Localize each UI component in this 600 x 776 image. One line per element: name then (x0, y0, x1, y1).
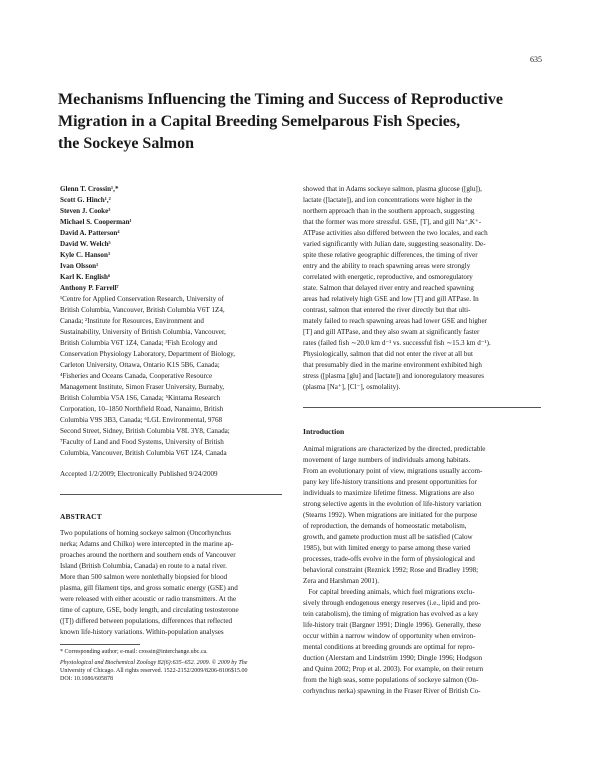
abstract-line: mately failed to reach spawning areas had lower GSE and higher (303, 317, 487, 325)
author-name: Karl K. English⁶ (60, 273, 111, 281)
intro-line: strong selective agents in the evolution of life-history variation (303, 500, 482, 508)
intro-line: (Stearns 1992). When migrations are initiated for the purpose (303, 511, 478, 519)
intro-line: processes, trade-offs evolve in the form of physiological and (303, 555, 475, 563)
intro-line: pany key life-history transitions and present opportunities for (303, 478, 477, 486)
affiliation-line: ⁴Fisheries and Oceans Canada, Cooperative Resource (60, 372, 213, 380)
intro-line: from the high seas, some populations of sockeye salmon (On- (303, 676, 479, 684)
abstract-line: state. Salmon that delayed river entry and reached spawning (303, 284, 474, 292)
abstract-line: were released with either acoustic or radio transmitters. At the (60, 595, 237, 603)
affiliation-line: Carleton University, Ottawa, Ontario K1S 5B6, Canada; (60, 361, 220, 369)
abstract-line: Physiologically, salmon that did not enter the river at all but (303, 350, 473, 358)
abstract-line: entry and the ability to reach spawning areas were strongly (303, 262, 471, 270)
author-name: Scott G. Hinch¹,² (60, 196, 111, 204)
author-name: Michael S. Cooperman¹ (60, 218, 132, 226)
intro-line: mental conditions at breeding grounds are optimal for repro- (303, 643, 475, 651)
right-column (303, 184, 541, 697)
author-name: Ivan Olsson¹ (60, 262, 99, 270)
abstract-text (60, 528, 282, 638)
affiliation-line: Columbia, Vancouver, British Columbia V6T 1Z4, Canada (60, 449, 227, 457)
abstract-line: stress ([plasma [glu] and [lactate]) and ionoregulatory measures (303, 372, 485, 380)
affiliation-line: Canada; ²Institute for Resources, Environment and (60, 317, 204, 325)
intro-line: growth, and gamete production must all be satisfied (Calow (303, 533, 473, 541)
abstract-line: time of capture, GSE, body length, and circulating testosterone (60, 606, 239, 614)
abstract-line: ([T]) differed between populations, differences that reflected (60, 617, 233, 625)
abstract-heading: ABSTRACT (60, 512, 102, 521)
title-line: the Sockeye Salmon (58, 135, 194, 152)
affiliations (60, 294, 282, 459)
abstract-line: ATPase activities also differed between the two locales, and each (303, 229, 488, 237)
intro-line: Animal migrations are characterized by the directed, predictable (303, 445, 486, 453)
affiliation-line: Corporation, 10–1850 Northfield Road, Nanaimo, British (60, 405, 224, 413)
intro-line: individuals to maximize lifetime fitness. Migrations are also (303, 489, 475, 497)
intro-line: 1985), but with limited energy to parse among these varied (303, 544, 471, 552)
abstract-line: (plasma [Na⁺], [Cl⁻], osmolality). (303, 383, 401, 391)
affiliation-line: ⁷Faculty of Land and Food Systems, University of British (60, 438, 224, 446)
abstract-line: plasma, gill filament tips, and gross somatic energy (GSE) and (60, 584, 238, 592)
affiliation-line: Columbia V9S 3B3, Canada; ⁶LGL Environmental, 9768 (60, 416, 223, 424)
intro-line: movement of large numbers of individuals among habitats. (303, 456, 471, 464)
author-name: Kyle C. Hanson³ (60, 251, 111, 259)
intro-line: of reproduction, the demands of homeostatic metabolism, (303, 522, 467, 530)
affiliation-line: Sustainability, University of British Columbia, Vancouver, (60, 328, 226, 336)
author-name: David W. Welch⁵ (60, 240, 111, 248)
abstract-line: areas had relatively high GSE and low [T] and gill ATPase. In (303, 295, 479, 303)
abstract-line: proaches around the northern and southern ends of Vancouver (60, 551, 236, 559)
abstract-line: correlated with energetic, reproductive, and osmoregulatory (303, 273, 473, 281)
abstract-line: Island (British Columbia, Canada) en route to a natal river. (60, 562, 227, 570)
section-divider (303, 407, 541, 408)
abstract-line: northern approach than in the southern approach, suggesting (303, 207, 475, 215)
author-list (60, 184, 282, 294)
abstract-line: lactate ([lactate]), and ion concentrations were higher in the (303, 196, 473, 204)
abstract-continued (303, 184, 541, 393)
intro-line: sively through endogenous energy reserves (i.e., lipid and pro- (303, 599, 481, 607)
abstract-line: varied significantly with Julian date, suggesting seasonality. De- (303, 240, 486, 248)
abstract-line: that presumably died in the marine environment exhibited high (303, 361, 482, 369)
footnote-divider (60, 644, 140, 645)
abstract-line: spite these relative geographic differences, the timing of river (303, 251, 478, 259)
author-name: David A. Patterson⁴ (60, 229, 120, 237)
intro-line: behavioral constraint (Reznick 1992; Rose and Bradley 1998; (303, 566, 479, 574)
abstract-line: known life-history variations. Within-population analyses (60, 628, 224, 636)
intro-line: duction (Alerstam and Lindström 1990; Dingle 1996; Hodgson (303, 654, 483, 662)
abstract-line: showed that in Adams sockeye salmon, plasma glucose ([glu]), (303, 185, 482, 193)
intro-line: corhynchus nerka) spawning in the Fraser River of British Co- (303, 687, 481, 695)
author-name: Steven J. Cooke³ (60, 207, 111, 215)
affiliation-line: Second Street, Sidney, British Columbia V8L 3Y8, Canada; (60, 427, 230, 435)
affiliation-line: Conservation Physiology Laboratory, Department of Biology, (60, 350, 236, 358)
left-column (60, 184, 282, 683)
introduction-text (303, 444, 541, 697)
citation-line: Physiological and Biochemical Zoology 82(6):635–652. 2009. © 2009 by The (60, 660, 248, 666)
received-dates: Accepted 1/2/2009; Electronically Published 9/24/2009 (60, 470, 218, 478)
citation-line: DOI: 10.1086/605878 (60, 676, 113, 682)
introduction-heading: Introduction (303, 427, 345, 436)
affiliation-line: British Columbia V5A 1S6, Canada; ⁵Kintama Research (60, 394, 221, 402)
abstract-line: More than 500 salmon were nonlethally biopsied for blood (60, 573, 228, 581)
abstract-line: contrast, salmon that entered the river directly but that ulti- (303, 306, 471, 314)
title-line: Migration in a Capital Breeding Semelparous Fish Species, (58, 113, 461, 130)
journal-citation (60, 659, 282, 683)
affiliation-line: Management Institute, Simon Fraser University, Burnaby, (60, 383, 225, 391)
abstract-line: that the former was more stressful. GSE, [T], and gill Na⁺,K⁺- (303, 218, 482, 226)
abstract-line: nerka; Adams and Chilko) were intercepted in the marine ap- (60, 540, 234, 548)
intro-line: and Quinn 2002; Prop et al. 2003). For example, on their return (303, 665, 484, 673)
title-line: Mechanisms Influencing the Timing and Success of Reproductive (58, 91, 503, 108)
intro-line: From an evolutionary point of view, migrations usually accom- (303, 467, 483, 475)
affiliation-line: British Columbia, Vancouver, British Columbia V6T 1Z4, (60, 306, 225, 314)
intro-line: For capital breeding animals, which fuel migrations exclu- (303, 588, 475, 596)
abstract-line: [T] and gill ATPase, and they also swam at significantly faster (303, 328, 480, 336)
abstract-line: rates (failed fish ∼20.0 km d⁻¹ vs. successful fish ∼15.3 km d⁻¹). (303, 339, 491, 347)
abstract-line: Two populations of homing sockeye salmon (Oncorhynchus (60, 529, 231, 537)
intro-line: life-history trait (Bargner 1991; Dingle 1996). Generally, these (303, 621, 482, 629)
section-divider (60, 494, 282, 495)
footnote-corresponding: * Corresponding author; e-mail: crossin@interchange.ubc.ca. (60, 649, 208, 655)
intro-line: tein catabolism), the timing of migration has evolved as a key (303, 610, 479, 618)
page-number: 635 (530, 55, 542, 64)
citation-line: University of Chicago. All rights reserved. 1522-2152/2009/8206-8106$15.00 (60, 668, 248, 674)
article-title (58, 89, 528, 155)
intro-line: occur within a narrow window of opportunity when environ- (303, 632, 476, 640)
affiliation-line: British Columbia V6T 1Z4, Canada; ³Fish Ecology and (60, 339, 218, 347)
affiliation-line: ¹Centre for Applied Conservation Research, University of (60, 295, 224, 303)
author-name: Anthony P. Farrell⁷ (60, 284, 119, 292)
intro-line: Zera and Harshman 2001). (303, 577, 380, 585)
author-name: Glenn T. Crossin¹,* (60, 185, 119, 193)
